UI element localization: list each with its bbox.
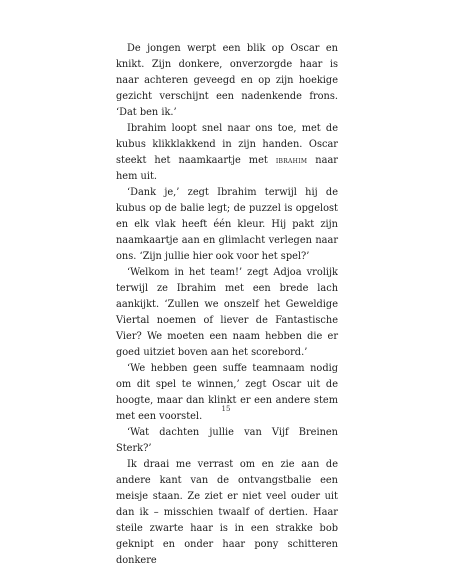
paragraph-2-before: Ibrahim loopt snel naar ons toe, met de kubus klikklakkend in zijn handen. Oscar steekt het naamkaartje met <box>116 123 338 166</box>
page-number: 15 <box>221 405 231 413</box>
paragraph-1: De jongen werpt een blik op Oscar en knikt. Zijn donkere, onverzorgde haar is naar achteren geveegd en op zijn hoekige gezicht verschijnt een nadenkende frons. ‘Dat ben ik.’ <box>116 43 338 118</box>
paragraph-2 <box>116 121 338 185</box>
paragraph-7: Ik draai me verrast om en zie aan de andere kant van de ontvangstbalie een meisje staan. Ze ziet er niet veel ouder uit dan ik – misschien twaalf of dertien. Haar steile zwarte haar is in een strakke bob geknipt en onder haar pony schitteren donkere <box>116 459 338 566</box>
paragraph-5: ‘We hebben geen suffe teamnaam nodig om dit spel te winnen,’ zegt Oscar uit de hoogte, maar dan klinkt er een andere stem met een voorstel. <box>116 363 338 422</box>
name-card-label: ibrahim <box>275 156 308 165</box>
paragraph-3: ‘Dank je,’ zegt Ibrahim terwijl hij de kubus op de balie legt; de puzzel is opgelost en elk vlak heeft één kleur. Hij pakt zijn naamkaartje aan en glimlacht verlegen naar ons. ‘Zijn jullie hier ook voor het spel?’ <box>116 187 338 262</box>
paragraph-6: ‘Wat dachten jullie van Vijf Breinen Sterk?’ <box>116 427 338 454</box>
paragraph-2-after: naar hem uit. <box>116 155 338 182</box>
body-text <box>116 41 338 569</box>
paragraph-4: ‘Welkom in het team!’ zegt Adjoa vrolijk terwijl ze Ibrahim met een brede lach aankijkt. ‘Zullen we onszelf het Geweldige Viertal noemen of liever de Fantastische Vier? We moeten een naam hebben die er goed uitziet boven aan het scorebord.’ <box>116 267 338 358</box>
